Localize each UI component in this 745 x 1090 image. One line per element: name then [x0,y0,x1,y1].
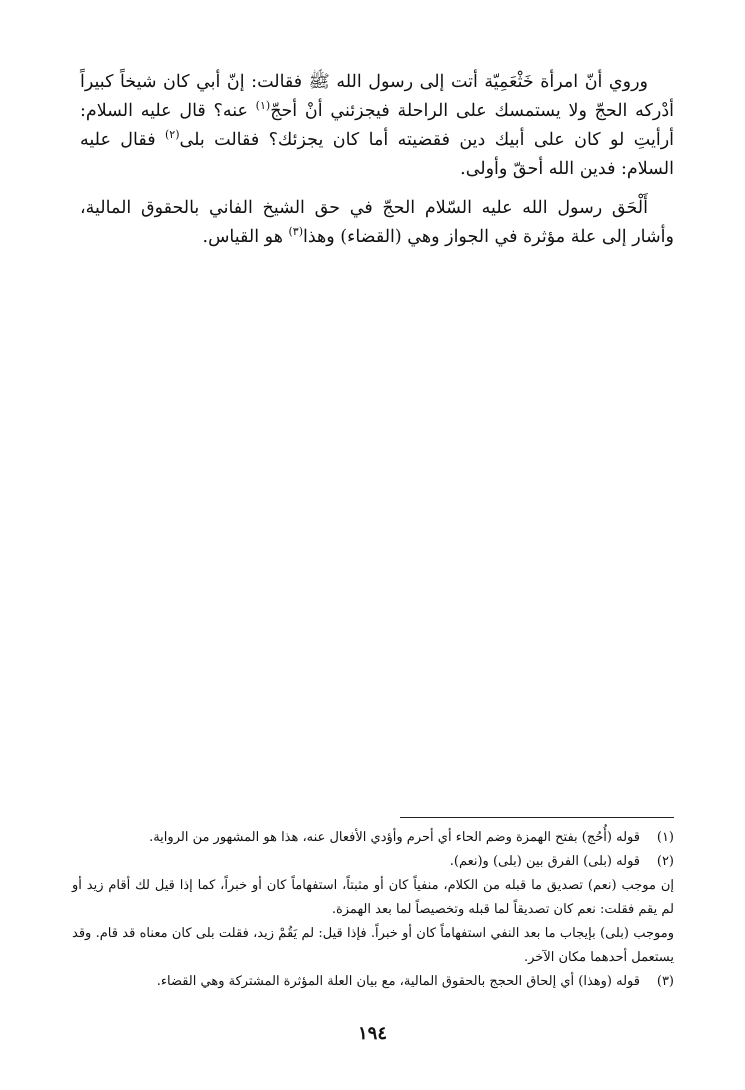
footnote-2-continuation-2: وموجب (بلى) بإيجاب ما بعد النفي استفهاماً كان أو خبراً. فإذا قيل: لم يَقُمْ زيد، فقلت بلى كان معناه قد قام. وقد يستعمل أحدهما مكان الآخر. [72,926,674,965]
footnote-2 [72,850,674,874]
footnote-number: (١) [656,830,674,845]
paragraph-hadith [80,68,674,184]
footnote-text: قوله (بلى) الفرق بين (بلى) و(نعم). [449,854,640,869]
footnote-ref-3[interactable]: (٣) [288,225,303,239]
footnote-text: قوله (وهذا) أي إلحاق الحجج بالحقوق المالية، مع بيان العلة المؤثرة المشتركة وهي القضاء. [156,974,640,989]
footnote-ref-2[interactable]: (٢) [164,128,180,142]
paragraph-1-part-1: وروي أنّ امرأة خَثْعَمِيّة أتت إلى رسول الله ﷺ فقالت: إنّ أبي كان شيخاً كبيراً أدْركه الحجّ ولا يستمسك على الراحلة فيجزئني أنْ أحجّ [80,72,674,121]
footnote-separator [400,817,674,818]
footnote-text: قوله (أُحُج) بفتح الهمزة وضم الحاء أي أحرم وأؤدي الأفعال عنه، هذا هو المشهور من الرواية. [149,830,640,845]
paragraph-1-part-3: فقال عليه السلام: فدين الله أحقّ وأولى. [80,130,674,179]
paragraph-1-part-2: عنه؟ قال عليه السلام: أرأيتِ لو كان على أبيك دين فقضيته أما كان يجزئك؟ فقالت بلى [80,101,675,150]
footnote-2-continuation-1: إن موجب (نعم) تصديق ما قبله من الكلام، منفياً كان أو مثبتاً، استفهاماً كان أو خبراً، كما إذا قيل لك أقام زيد أو لم يقم فقلت: نعم كان تصديقاً لما قبله وتخصيصاً لما بعد الهمزة. [72,878,674,917]
footnote-number: (٣) [656,974,674,989]
paragraph-analogy [80,194,674,252]
paragraph-2-part-1: أَلْحَق رسول الله عليه السّلام الحجّ في حق الشيخ الفاني بالحقوق المالية، وأشار إلى علة مؤثرة في الجواز وهي (القضاء) وهذا [80,198,674,247]
paragraph-2-part-2: هو القياس. [202,227,289,247]
footnote-ref-1[interactable]: (١) [255,99,271,113]
main-text [80,68,674,252]
footnote-3 [72,970,674,994]
page-number: ١٩٤ [357,1023,387,1044]
footnote-1 [72,826,674,850]
footnote-number: (٢) [656,854,674,869]
footnotes [72,826,674,994]
